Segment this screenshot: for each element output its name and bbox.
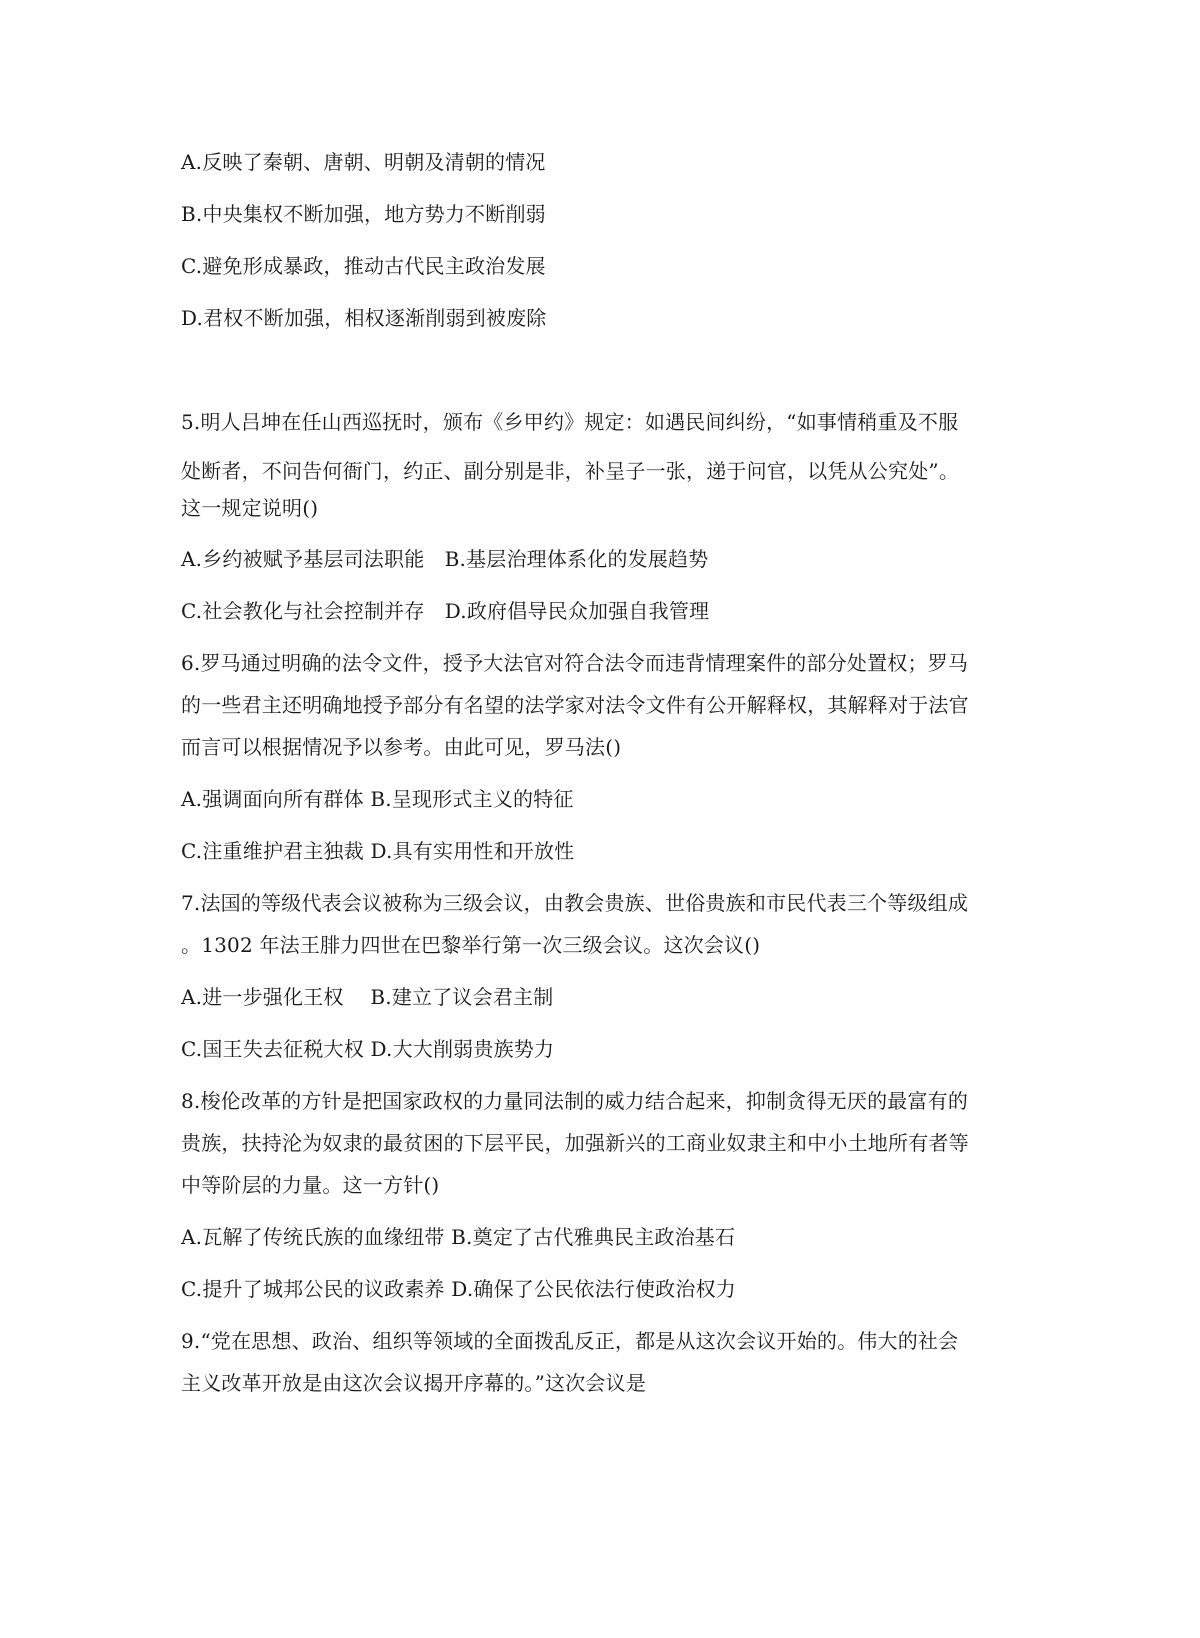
q6-stem-line-1: 6.罗马通过明确的法令文件，授予大法官对符合法令而违背情理案件的部分处置权；罗马 [181, 651, 969, 675]
q6-options-line-1: A.强调面向所有群体 B.呈现形式主义的特征 [181, 787, 574, 811]
q6-stem-line-3: 而言可以根据情况予以参考。由此可见，罗马法() [181, 735, 622, 759]
q8-stem-line-2: 贵族，扶持沦为奴隶的最贫困的下层平民，加强新兴的工商业奴隶主和中小土地所有者等 [181, 1131, 969, 1155]
q4-option-d: D.君权不断加强，相权逐渐削弱到被废除 [181, 306, 547, 330]
q5-stem-line-3: 这一规定说明() [181, 496, 319, 520]
q5-stem-line-1: 5.明人吕坤在任山西巡抚时，颁布《乡甲约》规定：如遇民间纠纷，“如事情稍重及不服 [181, 410, 959, 434]
q5-options-line-2: C.社会教化与社会控制并存 D.政府倡导民众加强自我管理 [181, 599, 710, 623]
q5-options-line-1: A.乡约被赋予基层司法职能 B.基层治理体系化的发展趋势 [181, 547, 709, 571]
q7-options-line-2: C.国王失去征税大权 D.大大削弱贵族势力 [181, 1037, 555, 1061]
q7-stem-line-2: 。1302 年法王腓力四世在巴黎举行第一次三级会议。这次会议() [181, 933, 761, 957]
q9-stem-line-2: 主义改革开放是由这次会议揭开序幕的。”这次会议是 [181, 1371, 647, 1395]
q9-stem-line-1: 9.“党在思想、政治、组织等领域的全面拨乱反正，都是从这次会议开始的。伟大的社会 [181, 1329, 959, 1353]
q6-stem-line-2: 的一些君主还明确地授予部分有名望的法学家对法令文件有公开解释权，其解释对于法官 [181, 693, 969, 717]
q4-option-b: B.中央集权不断加强，地方势力不断削弱 [181, 202, 546, 226]
q4-option-a: A.反映了秦朝、唐朝、明朝及清朝的情况 [181, 150, 546, 174]
q8-stem-line-1: 8.梭伦改革的方针是把国家政权的力量同法制的威力结合起来，抑制贪得无厌的最富有的 [181, 1089, 969, 1113]
q5-stem-line-2: 处断者，不问告何衙门，约正、副分别是非，补呈子一张，递于问官，以凭从公究处”。 [181, 459, 960, 483]
q7-options-line-1: A.进一步强化王权 B.建立了议会君主制 [181, 985, 554, 1009]
q8-options-line-1: A.瓦解了传统氏族的血缘纽带 B.奠定了古代雅典民主政治基石 [181, 1225, 736, 1249]
q8-stem-line-3: 中等阶层的力量。这一方针() [181, 1173, 440, 1197]
q8-options-line-2: C.提升了城邦公民的议政素养 D.确保了公民依法行使政治权力 [181, 1277, 736, 1301]
q6-options-line-2: C.注重维护君主独裁 D.具有实用性和开放性 [181, 839, 575, 863]
q4-option-c: C.避免形成暴政，推动古代民主政治发展 [181, 254, 546, 278]
q7-stem-line-1: 7.法国的等级代表会议被称为三级会议，由教会贵族、世俗贵族和市民代表三个等级组成 [181, 891, 969, 915]
